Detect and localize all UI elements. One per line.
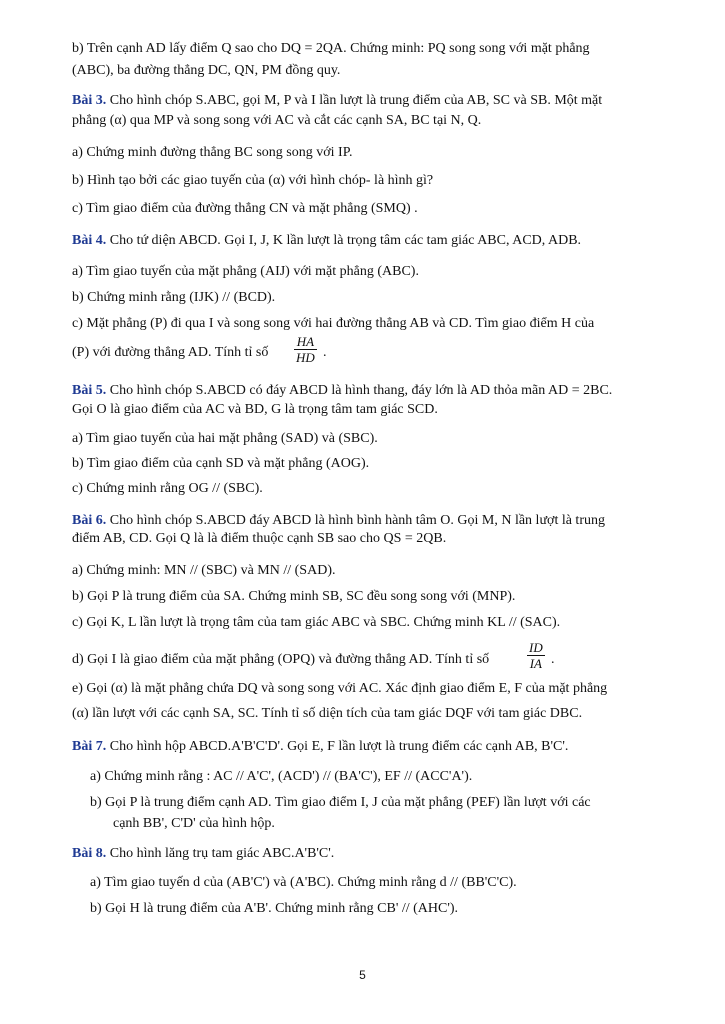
text-line: (ABC), ba đường thẳng DC, QN, PM đồng quy. — [72, 63, 341, 78]
text-line: a) Chứng minh rằng : AC // A'C', (ACD') // (BA'C'), EF // (ACC'A'). — [90, 769, 473, 784]
text-line: Cho hình chóp S.ABC, gọi M, P và I lần lượt là trung điểm của AB, SC và SB. Một mặt — [109, 93, 603, 108]
text-line: b) Tìm giao điểm của cạnh SD và mặt phẳng (AOG). — [72, 456, 370, 471]
problem-6-intro — [72, 512, 605, 530]
problem-7-intro — [72, 738, 568, 756]
text-line: e) Gọi (α) là mặt phẳng chứa DQ và song song với AC. Xác định giao điểm E, F của mặt phẳng — [72, 681, 608, 696]
text-line: a) Tìm giao tuyến của mặt phẳng (AIJ) với mặt phẳng (ABC). — [72, 264, 419, 279]
text-line: a) Chứng minh đường thẳng BC song song với IP. — [72, 145, 353, 160]
text-line: a) Chứng minh: MN // (SBC) và MN // (SAD). — [72, 563, 336, 578]
text-line: a) Tìm giao tuyến d của (AB'C') và (A'BC). Chứng minh rằng d // (BB'C'C). — [90, 875, 517, 890]
page-number: 5 — [359, 968, 366, 982]
problem-heading: Bài 3. — [72, 93, 107, 108]
text-line: điểm AB, CD. Gọi Q là là điểm thuộc cạnh SB sao cho QS = 2QB. — [72, 531, 447, 546]
problem-heading: Bài 5. — [72, 383, 107, 398]
text-line: Cho tứ diện ABCD. Gọi I, J, K lần lượt là trọng tâm các tam giác ABC, ACD, ADB. — [109, 233, 582, 248]
text-line: d) Gọi I là giao điểm của mặt phẳng (OPQ) và đường thẳng AD. Tính tỉ số — [72, 652, 490, 667]
problem-3-intro — [72, 92, 602, 110]
text-line: c) Gọi K, L lần lượt là trọng tâm của tam giác ABC và SBC. Chứng minh KL // (SAC). — [72, 615, 561, 630]
text-line: b) Gọi P là trung điểm của SA. Chứng minh SB, SC đều song song với (MNP). — [72, 589, 516, 604]
text-line: c) Mặt phẳng (P) đi qua I và song song với hai đường thẳng AB và CD. Tìm giao điểm H của — [72, 316, 595, 331]
text-line: b) Chứng minh rằng (IJK) // (BCD). — [72, 290, 276, 305]
problem-heading: Bài 8. — [72, 846, 107, 861]
text-line: phẳng (α) qua MP và song song với AC và cắt các cạnh SA, BC tại N, Q. — [72, 113, 482, 128]
problem-4-intro — [72, 232, 581, 250]
text-line: Cho hình chóp S.ABCD đáy ABCD là hình bình hành tâm O. Gọi M, N lần lượt là trung — [109, 513, 605, 528]
period: . — [551, 652, 555, 667]
text-line: (P) với đường thẳng AD. Tính tỉ số — [72, 345, 269, 360]
period: . — [323, 345, 327, 360]
fraction-ha-hd — [294, 334, 317, 365]
text-line: Cho hình hộp ABCD.A'B'C'D'. Gọi E, F lần lượt là trung điểm các cạnh AB, B'C'. — [109, 739, 569, 754]
problem-heading: Bài 7. — [72, 739, 107, 754]
text-line: Cho hình lăng trụ tam giác ABC.A'B'C'. — [109, 846, 335, 861]
problem-heading: Bài 4. — [72, 233, 107, 248]
fraction-denominator: HD — [296, 350, 315, 365]
text-line: b) Gọi P là trung điểm cạnh AD. Tìm giao điểm I, J của mặt phẳng (PEF) lần lượt với các — [90, 795, 591, 810]
text-line: b) Trên cạnh AD lấy điểm Q sao cho DQ = 2QA. Chứng minh: PQ song song với mặt phẳng — [72, 41, 590, 56]
text-line: c) Tìm giao điểm của đường thẳng CN và mặt phẳng (SMQ) . — [72, 201, 418, 216]
text-line: Cho hình chóp S.ABCD có đáy ABCD là hình thang, đáy lớn là AD thỏa mãn AD = 2BC. — [109, 383, 613, 398]
fraction-denominator: IA — [529, 656, 542, 671]
fraction-numerator: HA — [294, 334, 317, 350]
problem-5-intro — [72, 382, 612, 400]
fraction-numerator: ID — [529, 640, 543, 655]
text-line: Gọi O là giao điểm của AC và BD, G là trọng tâm tam giác SCD. — [72, 402, 438, 417]
text-line: b) Gọi H là trung điểm của A'B'. Chứng minh rằng CB' // (AHC'). — [90, 901, 459, 916]
fraction-id-ia — [527, 640, 545, 671]
text-line: cạnh BB', C'D' của hình hộp. — [113, 816, 275, 831]
text-line: c) Chứng minh rằng OG // (SBC). — [72, 481, 263, 496]
problem-heading: Bài 6. — [72, 513, 107, 528]
text-line: a) Tìm giao tuyến của hai mặt phẳng (SAD) và (SBC). — [72, 431, 378, 446]
text-line: (α) lần lượt với các cạnh SA, SC. Tính tỉ số diện tích của tam giác DQF với tam giác DBC. — [72, 706, 583, 721]
text-line: b) Hình tạo bởi các giao tuyến của (α) với hình chóp- là hình gì? — [72, 173, 434, 188]
problem-8-intro — [72, 845, 334, 863]
